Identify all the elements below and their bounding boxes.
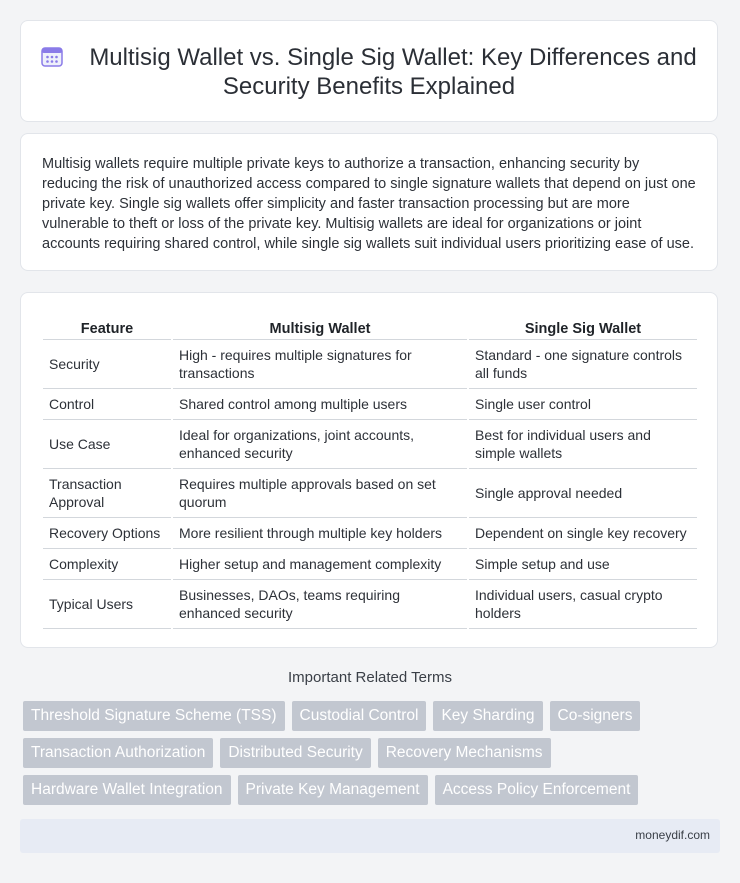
tag-row — [23, 775, 683, 805]
row-multisig: More resilient through multiple key holders — [173, 518, 467, 549]
row-feature: Security — [43, 340, 171, 389]
footer — [20, 819, 720, 853]
table-row — [43, 580, 697, 629]
title-card — [20, 20, 718, 122]
comparison-table — [41, 307, 699, 629]
row-feature: Recovery Options — [43, 518, 171, 549]
row-single-sig: Simple setup and use — [469, 549, 697, 580]
row-feature: Complexity — [43, 549, 171, 580]
row-multisig: Shared control among multiple users — [173, 389, 467, 420]
tag-transaction-authorization[interactable]: Transaction Authorization — [23, 738, 213, 768]
tag-threshold-signature-scheme[interactable]: Threshold Signature Scheme (TSS) — [23, 701, 285, 731]
tag-access-policy-enforcement[interactable]: Access Policy Enforcement — [435, 775, 639, 805]
footer-site[interactable]: moneydif.com — [635, 828, 710, 842]
intro-paragraph: Multisig wallets require multiple private keys to authorize a transaction, enhancing security by reducing the risk of unauthorized access compared to single signature wallets that depend on just one private key. Single sig wallets offer simplicity and faster transaction processing but are more vulnerable to theft or loss of the private key. Multisig wallets are ideal for organizations or joint accounts requiring shared control, while single sig wallets suit individual users prioritizing ease of use. — [42, 156, 696, 252]
page-title-wrap — [21, 43, 717, 101]
table-row — [43, 469, 697, 518]
tag-row — [23, 738, 683, 768]
page-title: Multisig Wallet vs. Single Sig Wallet: Key Differences and Security Benefits Explained — [89, 44, 697, 100]
row-single-sig: Individual users, casual crypto holders — [469, 580, 697, 629]
row-feature: Transaction Approval — [43, 469, 171, 518]
header-single-sig: Single Sig Wallet — [469, 307, 697, 340]
tag-key-sharding[interactable]: Key Sharding — [433, 701, 542, 731]
header-multisig: Multisig Wallet — [173, 307, 467, 340]
row-multisig: Requires multiple approvals based on set quorum — [173, 469, 467, 518]
related-terms-heading: Important Related Terms — [288, 669, 452, 686]
row-feature: Use Case — [43, 420, 171, 469]
row-feature: Control — [43, 389, 171, 420]
row-single-sig: Single approval needed — [469, 469, 697, 518]
row-multisig: High - requires multiple signatures for transactions — [173, 340, 467, 389]
row-multisig: Ideal for organizations, joint accounts, enhanced security — [173, 420, 467, 469]
table-row — [43, 549, 697, 580]
tag-custodial-control[interactable]: Custodial Control — [292, 701, 427, 731]
related-terms-tags — [23, 701, 683, 812]
table-row — [43, 420, 697, 469]
row-feature: Typical Users — [43, 580, 171, 629]
tag-private-key-management[interactable]: Private Key Management — [238, 775, 428, 805]
table-row — [43, 389, 697, 420]
tag-hardware-wallet-integration[interactable]: Hardware Wallet Integration — [23, 775, 231, 805]
calendar-icon — [41, 45, 63, 67]
row-multisig: Businesses, DAOs, teams requiring enhanced security — [173, 580, 467, 629]
tag-row — [23, 701, 683, 731]
row-multisig: Higher setup and management complexity — [173, 549, 467, 580]
tag-recovery-mechanisms[interactable]: Recovery Mechanisms — [378, 738, 551, 768]
row-single-sig: Dependent on single key recovery — [469, 518, 697, 549]
table-row — [43, 340, 697, 389]
row-single-sig: Single user control — [469, 389, 697, 420]
tag-co-signers[interactable]: Co-signers — [550, 701, 641, 731]
table-header-row — [43, 307, 697, 340]
header-feature: Feature — [43, 307, 171, 340]
intro-card — [20, 133, 718, 271]
row-single-sig: Standard - one signature controls all funds — [469, 340, 697, 389]
table-row — [43, 518, 697, 549]
comparison-card — [20, 292, 718, 648]
tag-distributed-security[interactable]: Distributed Security — [220, 738, 370, 768]
row-single-sig: Best for individual users and simple wallets — [469, 420, 697, 469]
